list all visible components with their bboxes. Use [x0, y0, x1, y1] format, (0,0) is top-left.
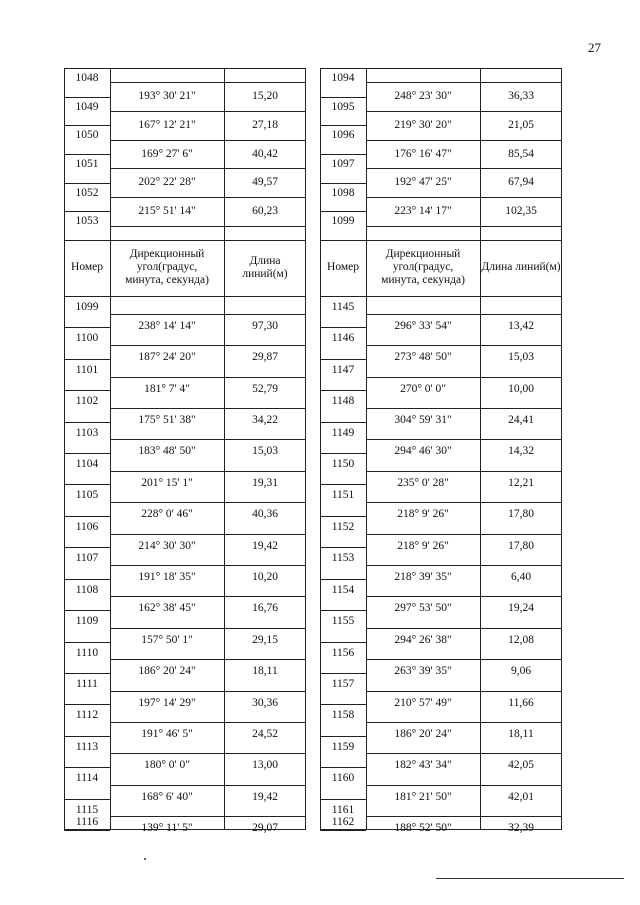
row-rule: [64, 484, 110, 485]
line-length: 40,36: [252, 508, 278, 521]
point-number: 1100: [75, 332, 99, 345]
line-length: 18,11: [252, 665, 278, 678]
row-rule: [64, 830, 110, 831]
footer-rule: [436, 878, 624, 879]
point-number: 1103: [75, 426, 99, 439]
line-length: 11,66: [508, 696, 534, 709]
row-rule: [320, 610, 366, 611]
line-length: 21,05: [508, 119, 534, 131]
row-rule: [366, 377, 562, 378]
header-number: Номер: [71, 261, 103, 273]
line-length: 24,41: [508, 413, 534, 426]
row-rule: [320, 97, 366, 98]
direction-angle: 294° 26' 38": [394, 633, 452, 646]
line-length: 17,80: [508, 539, 534, 552]
direction-angle: 202° 22' 28": [138, 176, 196, 189]
row-rule: [320, 642, 366, 643]
header-length: [480, 261, 562, 274]
header-rule: [64, 240, 306, 241]
row-rule: [320, 579, 366, 580]
row-rule: [366, 408, 562, 409]
row-rule: [64, 211, 110, 212]
point-number: 1051: [75, 158, 99, 170]
header-rule: [64, 296, 306, 297]
row-rule: [110, 502, 306, 503]
direction-angle: 168° 6' 40": [141, 790, 193, 803]
point-number: 1107: [75, 552, 99, 565]
line-length: 17,80: [508, 508, 534, 521]
row-rule: [64, 154, 110, 155]
row-rule: [64, 390, 110, 391]
point-number: 1162: [331, 816, 355, 828]
header-line: Длина линий(м): [481, 261, 561, 273]
row-rule: [320, 390, 366, 391]
point-number: 1160: [331, 772, 355, 785]
direction-angle: 188° 52' 50": [394, 822, 452, 835]
line-length: 13,00: [252, 759, 278, 772]
point-number: 1158: [331, 709, 355, 722]
point-number: 1101: [75, 363, 99, 376]
row-rule: [366, 628, 562, 629]
row-rule: [110, 596, 306, 597]
direction-angle: 187° 24' 20": [138, 351, 196, 364]
row-rule: [110, 111, 306, 112]
direction-angle: 218° 9' 26": [397, 539, 449, 552]
row-rule: [320, 359, 366, 360]
row-rule: [110, 82, 306, 83]
row-rule: [64, 97, 110, 98]
row-rule: [110, 471, 306, 472]
row-rule: [366, 168, 562, 169]
row-rule: [366, 691, 562, 692]
row-rule: [366, 226, 562, 227]
row-rule: [320, 516, 366, 517]
row-rule: [64, 642, 110, 643]
header-line: линий(м): [242, 268, 288, 280]
row-rule: [320, 673, 366, 674]
point-number: 1161: [331, 803, 355, 816]
header-line: Длина: [249, 255, 281, 267]
row-rule: [110, 565, 306, 566]
row-rule: [64, 183, 110, 184]
row-rule: [320, 154, 366, 155]
direction-angle: 273° 48' 50": [394, 351, 452, 364]
row-rule: [110, 197, 306, 198]
row-rule: [110, 816, 306, 817]
point-number: 1147: [331, 363, 355, 376]
row-rule: [320, 767, 366, 768]
row-rule: [110, 659, 306, 660]
line-length: 27,18: [252, 119, 278, 131]
row-rule: [320, 183, 366, 184]
point-number: 1096: [331, 129, 355, 142]
direction-angle: 191° 18' 35": [138, 571, 196, 583]
line-length: 32,39: [508, 822, 534, 835]
row-rule: [366, 534, 562, 535]
header-line: угол(градус,: [136, 261, 198, 273]
row-rule: [64, 579, 110, 580]
line-length: 10,00: [508, 382, 534, 395]
row-rule: [64, 327, 110, 328]
row-rule: [366, 82, 562, 83]
row-rule: [110, 722, 306, 723]
line-length: 15,03: [508, 351, 534, 364]
row-rule: [366, 471, 562, 472]
point-number: 1105: [75, 489, 99, 502]
direction-angle: 169° 27' 6": [141, 147, 193, 160]
line-length: 19,42: [252, 539, 278, 552]
point-number: 1151: [331, 489, 355, 502]
direction-angle: 270° 0' 0": [400, 382, 446, 395]
point-number: 1049: [75, 100, 99, 113]
point-number: 1154: [331, 583, 355, 596]
direction-angle: 182° 43' 34": [394, 759, 452, 772]
line-length: 60,23: [252, 205, 278, 217]
row-rule: [366, 314, 562, 315]
row-rule: [110, 168, 306, 169]
point-number: 1146: [331, 332, 355, 345]
row-rule: [320, 704, 366, 705]
point-number: 1112: [75, 709, 99, 722]
point-number: 1053: [75, 215, 99, 228]
row-rule: [110, 345, 306, 346]
row-rule: [320, 211, 366, 212]
row-rule: [320, 327, 366, 328]
row-rule: [110, 753, 306, 754]
line-length: 13,42: [508, 319, 534, 332]
row-rule: [366, 565, 562, 566]
row-rule: [366, 753, 562, 754]
direction-angle: 183° 48' 50": [138, 445, 196, 458]
direction-angle: 176° 16' 47": [394, 147, 452, 160]
header-number: Номер: [327, 261, 359, 273]
line-length: 12,08: [508, 633, 534, 646]
point-number: 1145: [331, 301, 355, 313]
line-length: 67,94: [508, 176, 534, 189]
direction-angle: 175° 51' 38": [138, 413, 196, 426]
point-number: 1115: [75, 803, 99, 816]
point-number: 1108: [75, 583, 99, 596]
row-rule: [366, 596, 562, 597]
point-number: 1152: [331, 520, 355, 533]
direction-angle: 139° 11' 5": [141, 822, 193, 835]
direction-angle: 181° 21' 50": [394, 790, 452, 803]
stray-mark: [144, 858, 146, 860]
row-rule: [64, 610, 110, 611]
line-length: 52,79: [252, 382, 278, 395]
line-length: 102,35: [505, 205, 537, 217]
row-rule: [110, 377, 306, 378]
direction-angle: 304° 59' 31": [394, 413, 452, 426]
point-number: 1099: [331, 215, 355, 228]
point-number: 1159: [331, 740, 355, 753]
row-rule: [320, 736, 366, 737]
point-number: 1155: [331, 615, 355, 628]
point-number: 1150: [331, 458, 355, 471]
row-rule: [110, 408, 306, 409]
row-rule: [366, 722, 562, 723]
line-length: 42,01: [508, 790, 534, 803]
point-number: 1157: [331, 677, 355, 690]
direction-angle: 162° 38' 45": [138, 602, 196, 615]
direction-angle: 263° 39' 35": [394, 665, 452, 678]
point-number: 1156: [331, 646, 355, 659]
line-length: 19,31: [252, 476, 278, 489]
row-rule: [64, 453, 110, 454]
header-rule: [320, 296, 562, 297]
row-rule: [64, 547, 110, 548]
line-length: 30,36: [252, 696, 278, 709]
row-rule: [64, 704, 110, 705]
row-rule: [366, 439, 562, 440]
direction-angle: 180° 0' 0": [144, 759, 190, 772]
point-number: 1148: [331, 395, 355, 408]
row-rule: [320, 830, 366, 831]
header-line: угол(градус,: [392, 261, 454, 273]
point-number: 1111: [76, 677, 98, 690]
direction-angle: 294° 46' 30": [394, 445, 452, 458]
page-number: 27: [588, 40, 601, 55]
line-length: 42,05: [508, 759, 534, 772]
row-rule: [64, 125, 110, 126]
direction-angle: 201° 15' 1": [141, 476, 193, 489]
row-rule: [366, 345, 562, 346]
direction-angle: 248° 23' 30": [394, 90, 452, 103]
line-length: 15,03: [252, 445, 278, 458]
line-length: 16,76: [252, 602, 278, 615]
direction-angle: 297° 53' 50": [394, 602, 452, 615]
row-rule: [366, 140, 562, 141]
row-rule: [64, 422, 110, 423]
row-rule: [366, 659, 562, 660]
line-length: 29,15: [252, 633, 278, 646]
direction-angle: 235° 0' 28": [397, 476, 449, 489]
row-rule: [110, 439, 306, 440]
line-length: 40,42: [252, 147, 278, 160]
row-rule: [64, 799, 110, 800]
right-table: [320, 68, 562, 835]
direction-angle: 192° 47' 25": [394, 176, 452, 189]
direction-angle: 215° 51' 14": [138, 205, 196, 217]
line-length: 49,57: [252, 176, 278, 189]
row-rule: [366, 111, 562, 112]
row-rule: [320, 453, 366, 454]
point-number: 1116: [75, 816, 99, 828]
row-rule: [64, 673, 110, 674]
row-rule: [110, 140, 306, 141]
row-rule: [320, 484, 366, 485]
direction-angle: 218° 9' 26": [397, 508, 449, 521]
direction-angle: 186° 20' 24": [394, 728, 452, 741]
line-length: 34,22: [252, 413, 278, 426]
line-length: 29,87: [252, 351, 278, 364]
point-number: 1095: [331, 100, 355, 113]
row-rule: [64, 736, 110, 737]
point-number: 1048: [75, 72, 99, 84]
row-rule: [320, 799, 366, 800]
header-angle: [366, 248, 480, 287]
header-line: Дирекционный: [385, 248, 461, 260]
line-length: 14,32: [508, 445, 534, 458]
point-number: 1104: [75, 458, 99, 471]
line-length: 97,30: [252, 319, 278, 332]
header-length: [224, 255, 306, 281]
point-number: 1094: [331, 72, 355, 84]
direction-angle: 191° 46' 5": [141, 728, 193, 741]
point-number: 1050: [75, 129, 99, 142]
line-length: 15,20: [252, 90, 278, 103]
line-length: 19,42: [252, 790, 278, 803]
line-length: 29,07: [252, 822, 278, 835]
row-rule: [110, 628, 306, 629]
line-length: 85,54: [508, 147, 534, 160]
line-length: 19,24: [508, 602, 534, 615]
point-number: 1109: [75, 615, 99, 628]
line-length: 24,52: [252, 728, 278, 741]
direction-angle: 210° 57' 49": [394, 696, 452, 709]
line-length: 10,20: [252, 571, 278, 583]
header-line: Дирекционный: [129, 248, 205, 260]
row-rule: [366, 197, 562, 198]
direction-angle: 157° 50' 1": [141, 633, 193, 646]
row-rule: [320, 422, 366, 423]
point-number: 1106: [75, 520, 99, 533]
point-number: 1099: [75, 301, 99, 313]
row-rule: [110, 785, 306, 786]
direction-angle: 218° 39' 35": [394, 571, 452, 583]
header-line: минута, секунда): [125, 274, 209, 286]
point-number: 1149: [331, 426, 355, 439]
point-number: 1052: [75, 186, 99, 199]
line-length: 18,11: [508, 728, 534, 741]
row-rule: [110, 691, 306, 692]
direction-angle: 296° 33' 54": [394, 319, 452, 332]
direction-angle: 214° 30' 30": [138, 539, 196, 552]
direction-angle: 181° 7' 4": [144, 382, 190, 395]
header-rule: [320, 240, 562, 241]
direction-angle: 219° 30' 20": [394, 119, 452, 131]
row-rule: [110, 534, 306, 535]
direction-angle: 223° 14' 17": [394, 205, 452, 217]
direction-angle: 193° 30' 21": [138, 90, 196, 103]
line-length: 9,06: [510, 665, 532, 678]
point-number: 1098: [331, 186, 355, 199]
point-number: 1102: [75, 395, 99, 408]
header-line: минута, секунда): [381, 274, 465, 286]
line-length: 6,40: [510, 571, 532, 583]
header-angle: [110, 248, 224, 287]
direction-angle: 228° 0' 46": [141, 508, 193, 521]
direction-angle: 238° 14' 14": [138, 319, 196, 332]
point-number: 1153: [331, 552, 355, 565]
point-number: 1113: [75, 740, 99, 753]
direction-angle: 167° 12' 21": [138, 119, 196, 131]
row-rule: [110, 314, 306, 315]
line-length: 36,33: [508, 90, 534, 103]
row-rule: [64, 767, 110, 768]
direction-angle: 186° 20' 24": [138, 665, 196, 678]
row-rule: [366, 785, 562, 786]
row-rule: [320, 547, 366, 548]
row-rule: [366, 502, 562, 503]
point-number: 1114: [75, 772, 99, 785]
row-rule: [64, 516, 110, 517]
point-number: 1097: [331, 158, 355, 170]
point-number: 1110: [75, 646, 99, 659]
row-rule: [366, 816, 562, 817]
left-table: [64, 68, 306, 835]
direction-angle: 197° 14' 29": [138, 696, 196, 709]
row-rule: [320, 125, 366, 126]
row-rule: [64, 359, 110, 360]
row-rule: [110, 226, 306, 227]
line-length: 12,21: [508, 476, 534, 489]
